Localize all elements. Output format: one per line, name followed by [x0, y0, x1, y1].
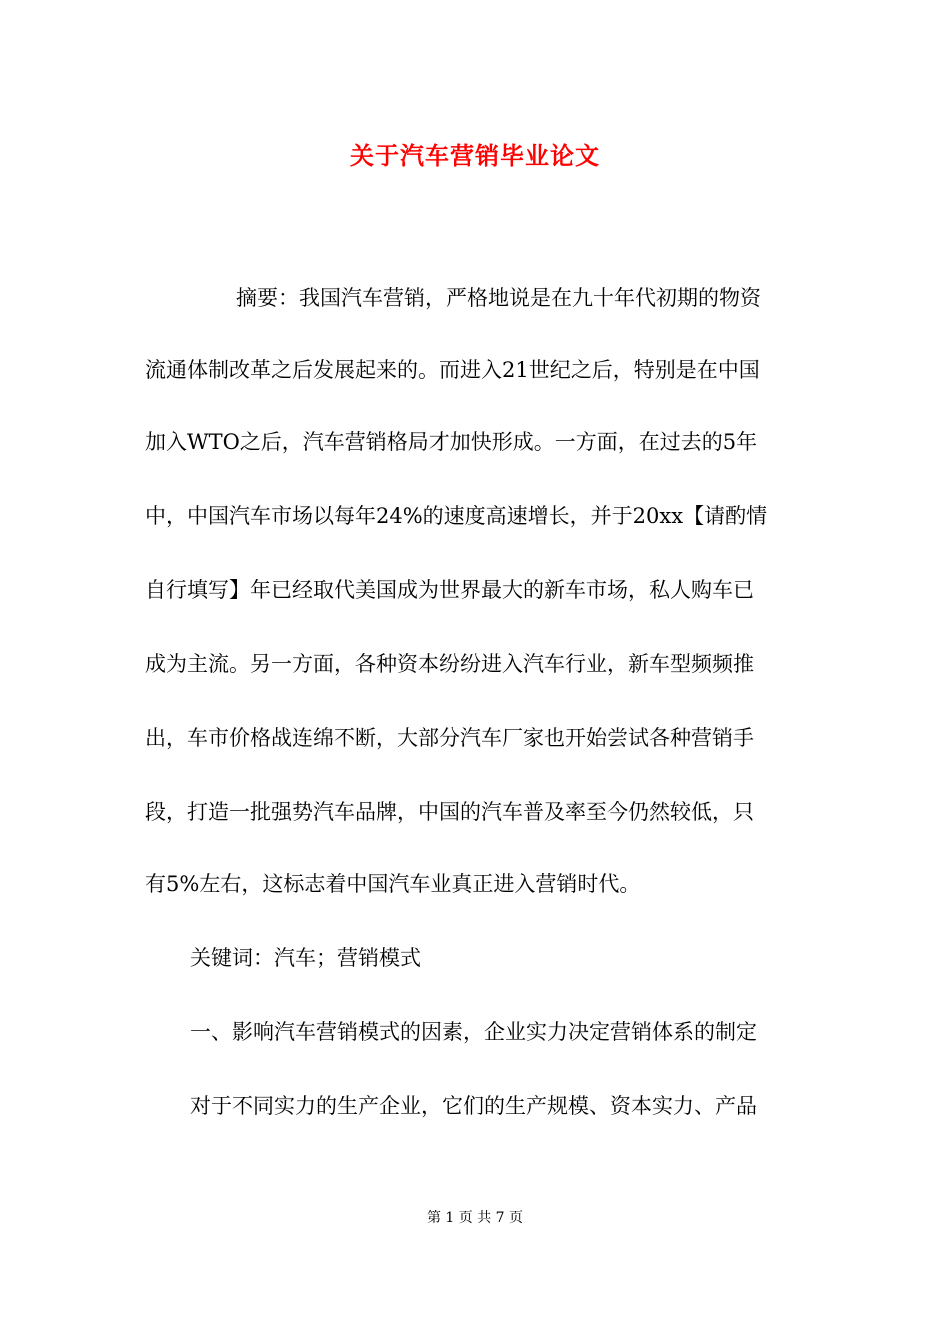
abstract-line: 自行填写】年已经取代美国成为世界最大的新车市场，私人购车已 [145, 578, 754, 602]
section-heading: 一、影响汽车营销模式的因素，企业实力决定营销体系的制定 [190, 1020, 757, 1044]
abstract-line: 流通体制改革之后发展起来的。而进入21世纪之后，特别是在中国 [145, 358, 760, 382]
abstract-line: 出，车市价格战连绵不断，大部分汽车厂家也开始尝试各种营销手 [145, 726, 754, 750]
keywords-line: 关键词：汽车；营销模式 [190, 946, 421, 970]
abstract-line: 摘要：我国汽车营销，严格地说是在九十年代初期的物资 [236, 286, 761, 310]
abstract-line: 中，中国汽车市场以每年24%的速度高速增长，并于20xx【请酌情 [145, 504, 768, 528]
abstract-line: 有5%左右，这标志着中国汽车业真正进入营销时代。 [145, 872, 641, 896]
page-number: 第 1 页 共 7 页 [426, 1210, 524, 1226]
abstract-line: 加入WTO之后，汽车营销格局才加快形成。一方面，在过去的5年 [145, 430, 758, 454]
abstract-line: 成为主流。另一方面，各种资本纷纷进入汽车行业，新车型频频推 [145, 652, 754, 676]
document-title: 关于汽车营销毕业论文 [350, 141, 600, 170]
body-line: 对于不同实力的生产企业，它们的生产规模、资本实力、产品 [190, 1094, 757, 1118]
abstract-line: 段，打造一批强势汽车品牌，中国的汽车普及率至今仍然较低，只 [145, 800, 754, 824]
